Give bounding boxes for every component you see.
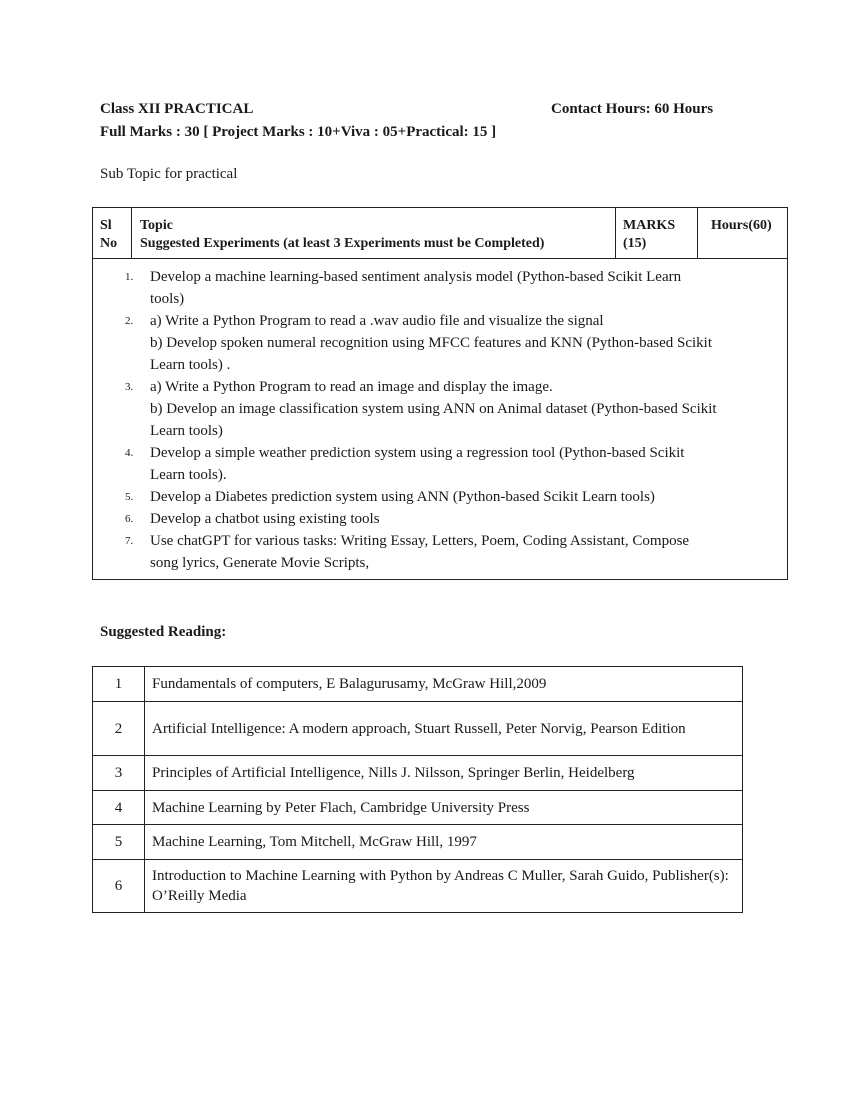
reading-number: 1 [93,667,145,702]
col-topic-line1: Topic [140,218,173,233]
list-item-text: Use chatGPT for various tasks: Writing Essay, Letters, Poem, Coding Assistant, Compose song lyrics, Generate Movie Scripts, [150,533,690,571]
col-marks-line1: MARKS [623,218,676,233]
contact-hours: Contact Hours: 60 Hours [551,101,714,117]
reading-text: Principles of Artificial Intelligence, Nills J. Nilsson, Springer Berlin, Heidelberg [145,756,743,791]
table-row [93,667,743,702]
class-title: Class XII PRACTICAL [100,101,254,117]
reading-text: Artificial Intelligence: A modern approach, Stuart Russell, Peter Norvig, Pearson Edition [145,702,743,756]
list-item-number: 6. [125,513,134,525]
table-row [93,860,743,913]
col-marks [623,217,675,253]
col-topic [140,217,544,253]
reading-number: 6 [93,860,145,913]
list-item-number: 2. [125,315,134,327]
practical-table-header [93,208,787,259]
col-marks-line2: (15) [623,236,647,251]
list-item-text: Develop a simple weather prediction system using a regression tool (Python-based Scikit Learn tools). [150,445,685,483]
subtopic-label: Sub Topic for practical [100,166,238,182]
list-item-text: a) Write a Python Program to read an image and display the image. b) Develop an image classification system using ANN on Animal dataset (Python-based Scikit Learn tools) [150,379,717,439]
suggested-reading-title: Suggested Reading: [100,624,227,640]
practical-table [92,207,788,580]
list-item-text: Develop a Diabetes prediction system using ANN (Python-based Scikit Learn tools) [150,489,655,505]
list-item-number: 4. [125,447,134,459]
reading-text: Introduction to Machine Learning with Python by Andreas C Muller, Sarah Guido, Publisher(s): O’Reilly Media [145,860,743,913]
reading-text: Machine Learning, Tom Mitchell, McGraw Hill, 1997 [145,825,743,860]
col-topic-line2: Suggested Experiments (at least 3 Experiments must be Completed) [140,236,545,251]
full-marks: Full Marks : 30 [ Project Marks : 10+Viva : 05+Practical: 15 ] [100,124,497,140]
list-item-text: a) Write a Python Program to read a .wav audio file and visualize the signal b) Develop spoken numeral recognition using MFCC features and KNN (Python-based Scikit Learn tools) . [150,313,712,373]
reading-text: Fundamentals of computers, E Balagurusamy, McGraw Hill,2009 [145,667,743,702]
reading-number: 2 [93,702,145,756]
reading-text: Machine Learning by Peter Flach, Cambridge University Press [145,791,743,825]
table-row [93,756,743,791]
col-slno [100,217,117,253]
reading-number: 5 [93,825,145,860]
list-item-number: 5. [125,491,134,503]
col-hours: Hours(60) [711,218,772,233]
list-item-text: Develop a chatbot using existing tools [150,511,380,527]
table-row [93,825,743,860]
col-slno-line1: Sl [100,218,112,233]
list-item-number: 3. [125,381,134,393]
reading-table [92,666,743,913]
reading-number: 4 [93,791,145,825]
table-row [93,791,743,825]
list-item-number: 7. [125,535,134,547]
table-row [93,702,743,756]
list-item-text: Develop a machine learning-based sentiment analysis model (Python-based Scikit Learn tools) [150,269,682,307]
col-slno-line2: No [100,236,118,251]
list-item-number: 1. [125,271,134,283]
reading-number: 3 [93,756,145,791]
